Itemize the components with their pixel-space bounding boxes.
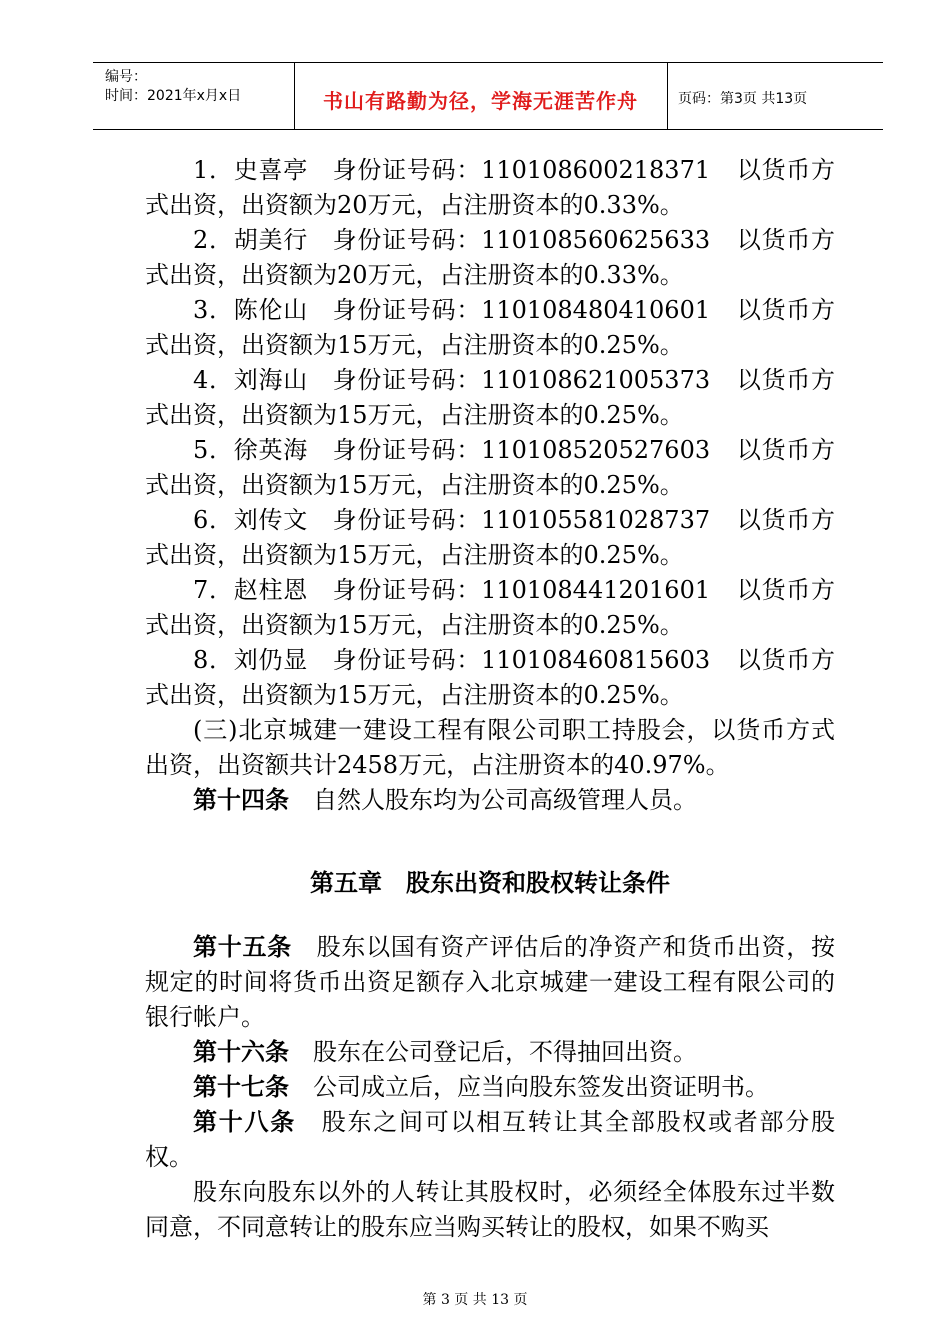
shareholder-name: 陈伦山 xyxy=(233,296,308,324)
document-time-label: 时间：2021年x月x日 xyxy=(105,88,242,104)
shareholder-item xyxy=(145,643,835,713)
article-text: 自然人股东均为公司高级管理人员。 xyxy=(313,786,697,814)
id-label: 身份证号码： xyxy=(332,366,482,394)
header-page-cell xyxy=(668,63,883,129)
article-label: 第十四条 xyxy=(193,786,289,814)
shareholder-item xyxy=(145,573,835,643)
header-info-cell xyxy=(93,63,295,129)
item-number: 2． xyxy=(193,226,234,254)
shareholder-name: 徐英海 xyxy=(233,436,308,464)
header-motto: 书山有路勤为径，学海无涯苦作舟 xyxy=(323,89,638,113)
id-number: 110108520527603 xyxy=(481,436,711,464)
article-label: 第十八条 xyxy=(193,1108,296,1136)
shareholder-item xyxy=(145,433,835,503)
id-number: 110108480410601 xyxy=(481,296,711,324)
contribution-method: 以货币方式 xyxy=(145,226,836,289)
shareholder-item xyxy=(145,223,835,293)
id-label: 身份证号码： xyxy=(332,576,482,604)
shareholder-name: 刘仍显 xyxy=(233,646,308,674)
shareholder-name: 刘海山 xyxy=(233,366,308,394)
article-text: 股东在公司登记后，不得抽回出资。 xyxy=(313,1038,697,1066)
shareholder-name: 赵柱恩 xyxy=(233,576,308,604)
transfer-paragraph: 股东向股东以外的人转让其股权时，必须经全体股东过半数同意，不同意转让的股东应当购买转让的股权，如果不购买 xyxy=(145,1178,835,1241)
header-motto-cell xyxy=(294,63,668,129)
article-label: 第十六条 xyxy=(193,1038,289,1066)
contribution-method: 以货币方式 xyxy=(145,646,836,709)
contribution-method: 以货币方式 xyxy=(145,506,836,569)
document-body xyxy=(145,153,835,1245)
id-number: 110108441201601 xyxy=(481,576,711,604)
shareholder-name: 刘传文 xyxy=(233,506,308,534)
id-number: 110108560625633 xyxy=(481,226,711,254)
contribution-detail: 出资，出资额为15万元，占注册资本的0.25%。 xyxy=(169,401,684,429)
article-18 xyxy=(145,1105,835,1175)
id-label: 身份证号码： xyxy=(332,506,482,534)
article-16 xyxy=(145,1035,835,1070)
contribution-detail: 出资，出资额为15万元，占注册资本的0.25%。 xyxy=(169,681,684,709)
article-17 xyxy=(145,1070,835,1105)
document-number-label: 编号： xyxy=(105,69,147,85)
id-label: 身份证号码： xyxy=(332,226,482,254)
page-header xyxy=(93,62,883,130)
item-number: 6． xyxy=(193,506,234,534)
article-text: 股东以国有资产评估后的净资产和货币出资，按规定的时间将货币出资足额存入北京城建一建设工程有限公司的银行帐户。 xyxy=(145,933,836,1031)
article-text: 股东之间可以相互转让其全部股权或者部分股权。 xyxy=(145,1108,835,1171)
item-number: 3． xyxy=(193,296,234,324)
shareholder-item xyxy=(145,153,835,223)
article-label: 第十七条 xyxy=(193,1073,289,1101)
item-number: 7． xyxy=(193,576,234,604)
chapter-heading: 第五章 股东出资和股权转让条件 xyxy=(310,869,670,897)
id-number: 110105581028737 xyxy=(481,506,711,534)
page-footer: 第 3 页 共 13 页 xyxy=(422,1292,528,1308)
contribution-detail: 出资，出资额为15万元，占注册资本的0.25%。 xyxy=(169,471,684,499)
item-number: 4． xyxy=(193,366,234,394)
section-three-paragraph: (三)北京城建一建设工程有限公司职工持股会，以货币方式出资，出资额共计2458万元，占注册资本的40.97%。 xyxy=(145,716,835,779)
contribution-detail: 出资，出资额为15万元，占注册资本的0.25%。 xyxy=(169,611,684,639)
id-label: 身份证号码： xyxy=(332,646,482,674)
contribution-detail: 出资，出资额为20万元，占注册资本的0.33%。 xyxy=(169,191,684,219)
id-number: 110108460815603 xyxy=(481,646,711,674)
contribution-method: 以货币方式 xyxy=(145,156,836,219)
item-number: 8． xyxy=(193,646,234,674)
article-15 xyxy=(145,930,835,1035)
id-label: 身份证号码： xyxy=(332,436,482,464)
contribution-method: 以货币方式 xyxy=(145,366,836,429)
contribution-method: 以货币方式 xyxy=(145,576,836,639)
id-number: 110108600218371 xyxy=(481,156,711,184)
item-number: 5． xyxy=(193,436,234,464)
id-number: 110108621005373 xyxy=(481,366,711,394)
item-number: 1． xyxy=(193,156,234,184)
article-14 xyxy=(145,783,835,818)
contribution-detail: 出资，出资额为20万元，占注册资本的0.33%。 xyxy=(169,261,684,289)
shareholder-name: 史喜亭 xyxy=(233,156,308,184)
id-label: 身份证号码： xyxy=(332,296,482,324)
shareholder-item xyxy=(145,503,835,573)
shareholder-item xyxy=(145,363,835,433)
contribution-method: 以货币方式 xyxy=(145,296,836,359)
article-text: 公司成立后，应当向股东签发出资证明书。 xyxy=(313,1073,769,1101)
contribution-method: 以货币方式 xyxy=(145,436,836,499)
shareholder-name: 胡美行 xyxy=(233,226,308,254)
article-label: 第十五条 xyxy=(193,933,292,961)
shareholder-item xyxy=(145,293,835,363)
id-label: 身份证号码： xyxy=(332,156,482,184)
header-page-info: 页码：第3页 共13页 xyxy=(678,91,808,107)
contribution-detail: 出资，出资额为15万元，占注册资本的0.25%。 xyxy=(169,541,684,569)
contribution-detail: 出资，出资额为15万元，占注册资本的0.25%。 xyxy=(169,331,684,359)
